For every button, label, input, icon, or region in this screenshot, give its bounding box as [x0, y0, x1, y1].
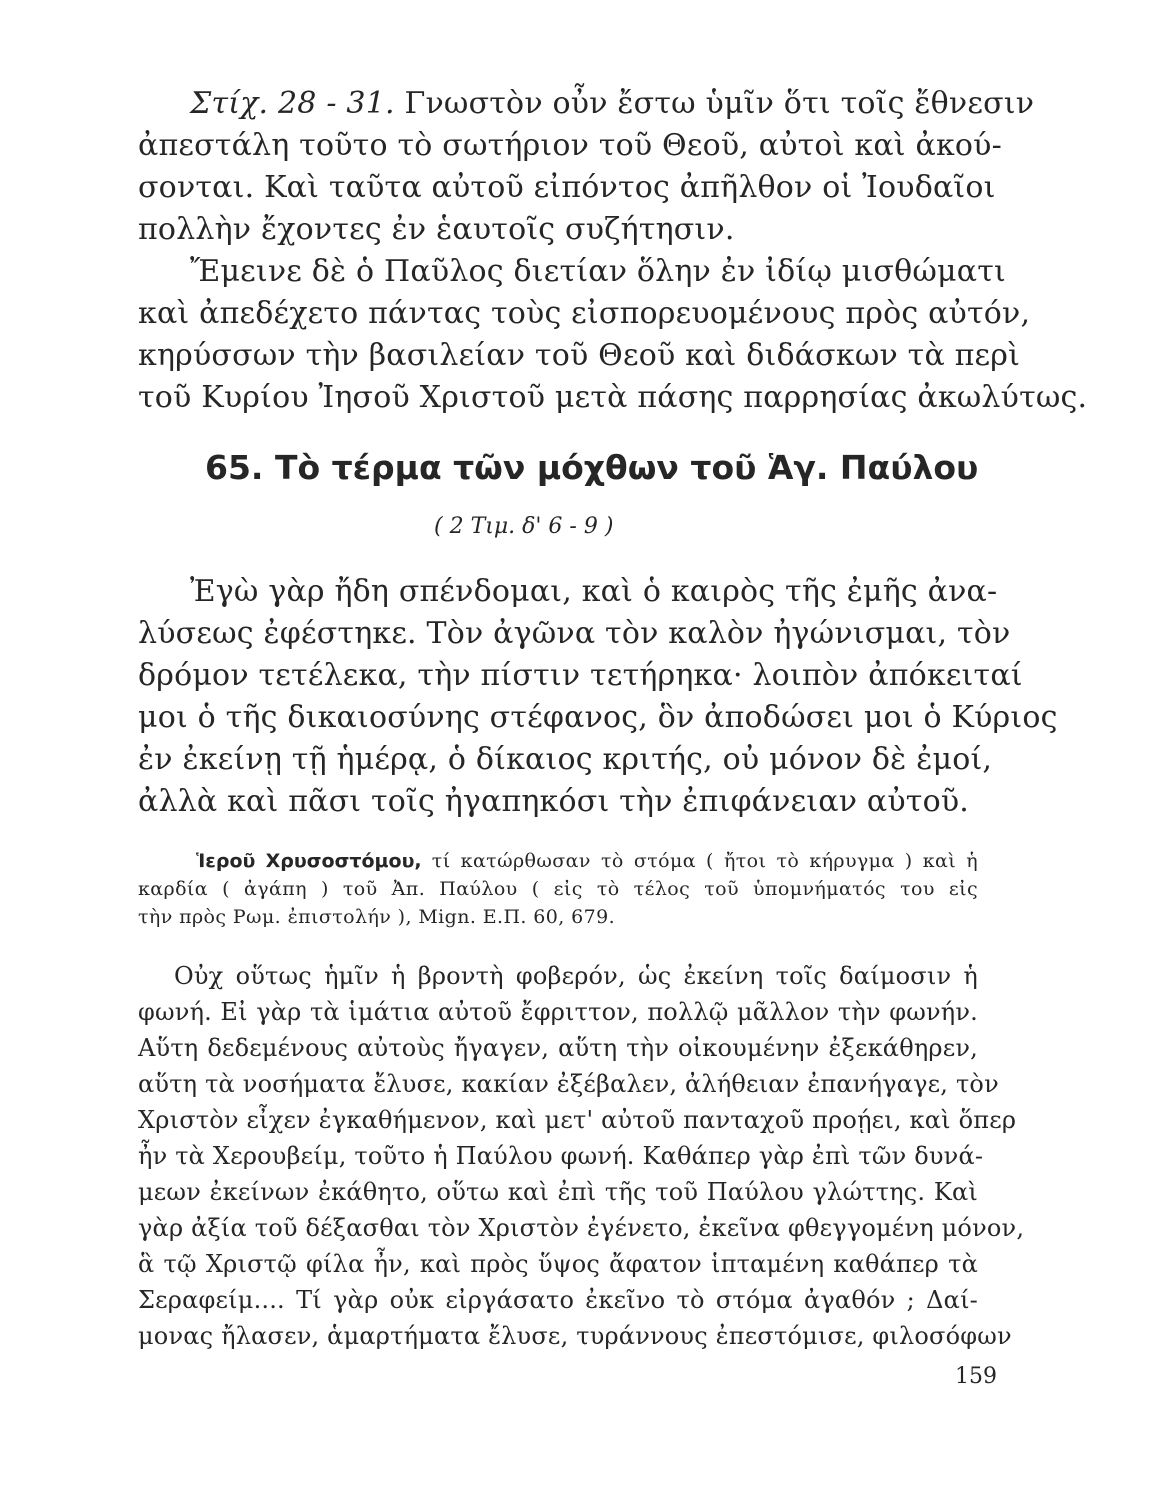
text-line: μονας ἤλασεν, ἁμαρτήματα ἔλυσε, τυράννους ἐπεστόμισε, φιλοσόφων: [138, 1322, 1012, 1350]
text-line: ἦν τὰ Χερουβείμ, τοῦτο ἡ Παύλου φωνή. Καθάπερ γὰρ ἐπὶ τῶν δυνά-: [138, 1142, 984, 1170]
section-heading: 65. Τὸ τέρμα τῶν μόχθων τοῦ Ἁγ. Παύλου: [205, 448, 979, 487]
scripture-reference: ( 2 Τιμ. δ' 6 - 9 ): [434, 514, 614, 539]
text-line: Αὕτη δεδεμένους αὐτοὺς ἤγαγεν, αὕτη τὴν οἰκουμένην ἐξεκάθηρεν,: [138, 1034, 978, 1062]
text-line: Στίχ. 28 - 31. Γνωστὸν οὖν ἔστω ὑμῖν ὅτι τοῖς ἔθνεσιν: [190, 86, 1035, 121]
text-line: αὕτη τὰ νοσήματα ἔλυσε, κακίαν ἐξέβαλεν, ἀλήθειαν ἐπανήγαγε, τὸν: [138, 1070, 999, 1098]
note-line: τὴν πρὸς Ρωμ. ἐπιστολήν ), Mign. Ε.Π. 60, 679.: [138, 906, 616, 928]
text-line: μοι ὁ τῆς δικαιοσύνης στέφανος, ὃν ἀποδώσει μοι ὁ Κύριος: [138, 700, 1058, 735]
text-line: Οὐχ οὕτως ἡμῖν ἡ βροντὴ φοβερόν, ὡς ἐκείνη τοῖς δαίμοσιν ἡ: [174, 962, 978, 990]
text-line: ἀλλὰ καὶ πᾶσι τοῖς ἠγαπηκόσι τὴν ἐπιφάνειαν αὐτοῦ.: [138, 784, 970, 819]
text-line: λύσεως ἐφέστηκε. Τὸν ἀγῶνα τὸν καλὸν ἠγώνισμαι, τὸν: [138, 616, 1011, 651]
verse-reference: Στίχ. 28 - 31.: [190, 86, 395, 121]
text-line: Σεραφείμ.... Τί γὰρ οὐκ εἰργάσατο ἐκεῖνο τὸ στόμα ἀγαθόν ; Δαί-: [138, 1286, 978, 1314]
text-line: κηρύσσων τὴν βασιλείαν τοῦ Θεοῦ καὶ διδάσκων τὰ περὶ: [138, 338, 1021, 373]
text-line: Ἐγὼ γὰρ ἤδη σπένδομαι, καὶ ὁ καιρὸς τῆς ἐμῆς ἀνα-: [190, 574, 998, 609]
text-line: ἃ τῷ Χριστῷ φίλα ἦν, καὶ πρὸς ὕψος ἄφατον ἱπταμένη καθάπερ τὰ: [138, 1250, 978, 1278]
text-line: δρόμον τετέλεκα, τὴν πίστιν τετήρηκα· λοιπὸν ἀπόκειταί: [138, 658, 1023, 693]
text-line: καὶ ἀπεδέχετο πάντας τοὺς εἰσπορευομένους πρὸς αὐτόν,: [138, 296, 1031, 331]
text-line: σονται. Καὶ ταῦτα αὐτοῦ εἰπόντος ἀπῆλθον οἱ Ἰουδαῖοι: [138, 170, 996, 205]
text-line: γὰρ ἀξία τοῦ δέξασθαι τὸν Χριστὸν ἐγένετο, ἐκεῖνα φθεγγομένη μόνον,: [138, 1214, 1025, 1242]
text-line: τοῦ Κυρίου Ἰησοῦ Χριστοῦ μετὰ πάσης παρρησίας ἀκωλύτως.: [138, 380, 1088, 415]
text-line: μεων ἐκείνων ἐκάθητο, οὕτω καὶ ἐπὶ τῆς τοῦ Παύλου γλώττης. Καὶ: [138, 1178, 978, 1206]
text-line: Ἔμεινε δὲ ὁ Παῦλος διετίαν ὅλην ἐν ἰδίῳ μισθώματι: [190, 254, 1006, 289]
text-line: ἐν ἐκείνῃ τῇ ἡμέρᾳ, ὁ δίκαιος κριτής, οὐ μόνον δὲ ἐμοί,: [138, 742, 993, 777]
note-line: Ἱεροῦ Χρυσοστόμου, τί κατώρθωσαν τὸ στόμα ( ἤτοι τὸ κήρυγμα ) καὶ ἡ: [196, 850, 978, 872]
text-line: Χριστὸν εἶχεν ἐγκαθήμενον, καὶ μετ' αὐτοῦ πανταχοῦ προῄει, καὶ ὅπερ: [138, 1106, 1017, 1134]
note-line: καρδία ( ἀγάπη ) τοῦ Ἀπ. Παύλου ( εἰς τὸ τέλος τοῦ ὑπομνήματός του εἰς: [138, 878, 978, 900]
author-name: Ἱεροῦ Χρυσοστόμου,: [196, 850, 422, 872]
text-line: πολλὴν ἔχοντες ἐν ἑαυτοῖς συζήτησιν.: [138, 212, 735, 247]
page-number: 159: [955, 1364, 997, 1389]
text-line: ἀπεστάλη τοῦτο τὸ σωτήριον τοῦ Θεοῦ, αὐτοὶ καὶ ἀκού-: [138, 128, 1002, 163]
text-line: φωνή. Εἰ γὰρ τὰ ἱμάτια αὐτοῦ ἔφριττον, πολλῷ μᾶλλον τὴν φωνήν.: [138, 998, 978, 1026]
